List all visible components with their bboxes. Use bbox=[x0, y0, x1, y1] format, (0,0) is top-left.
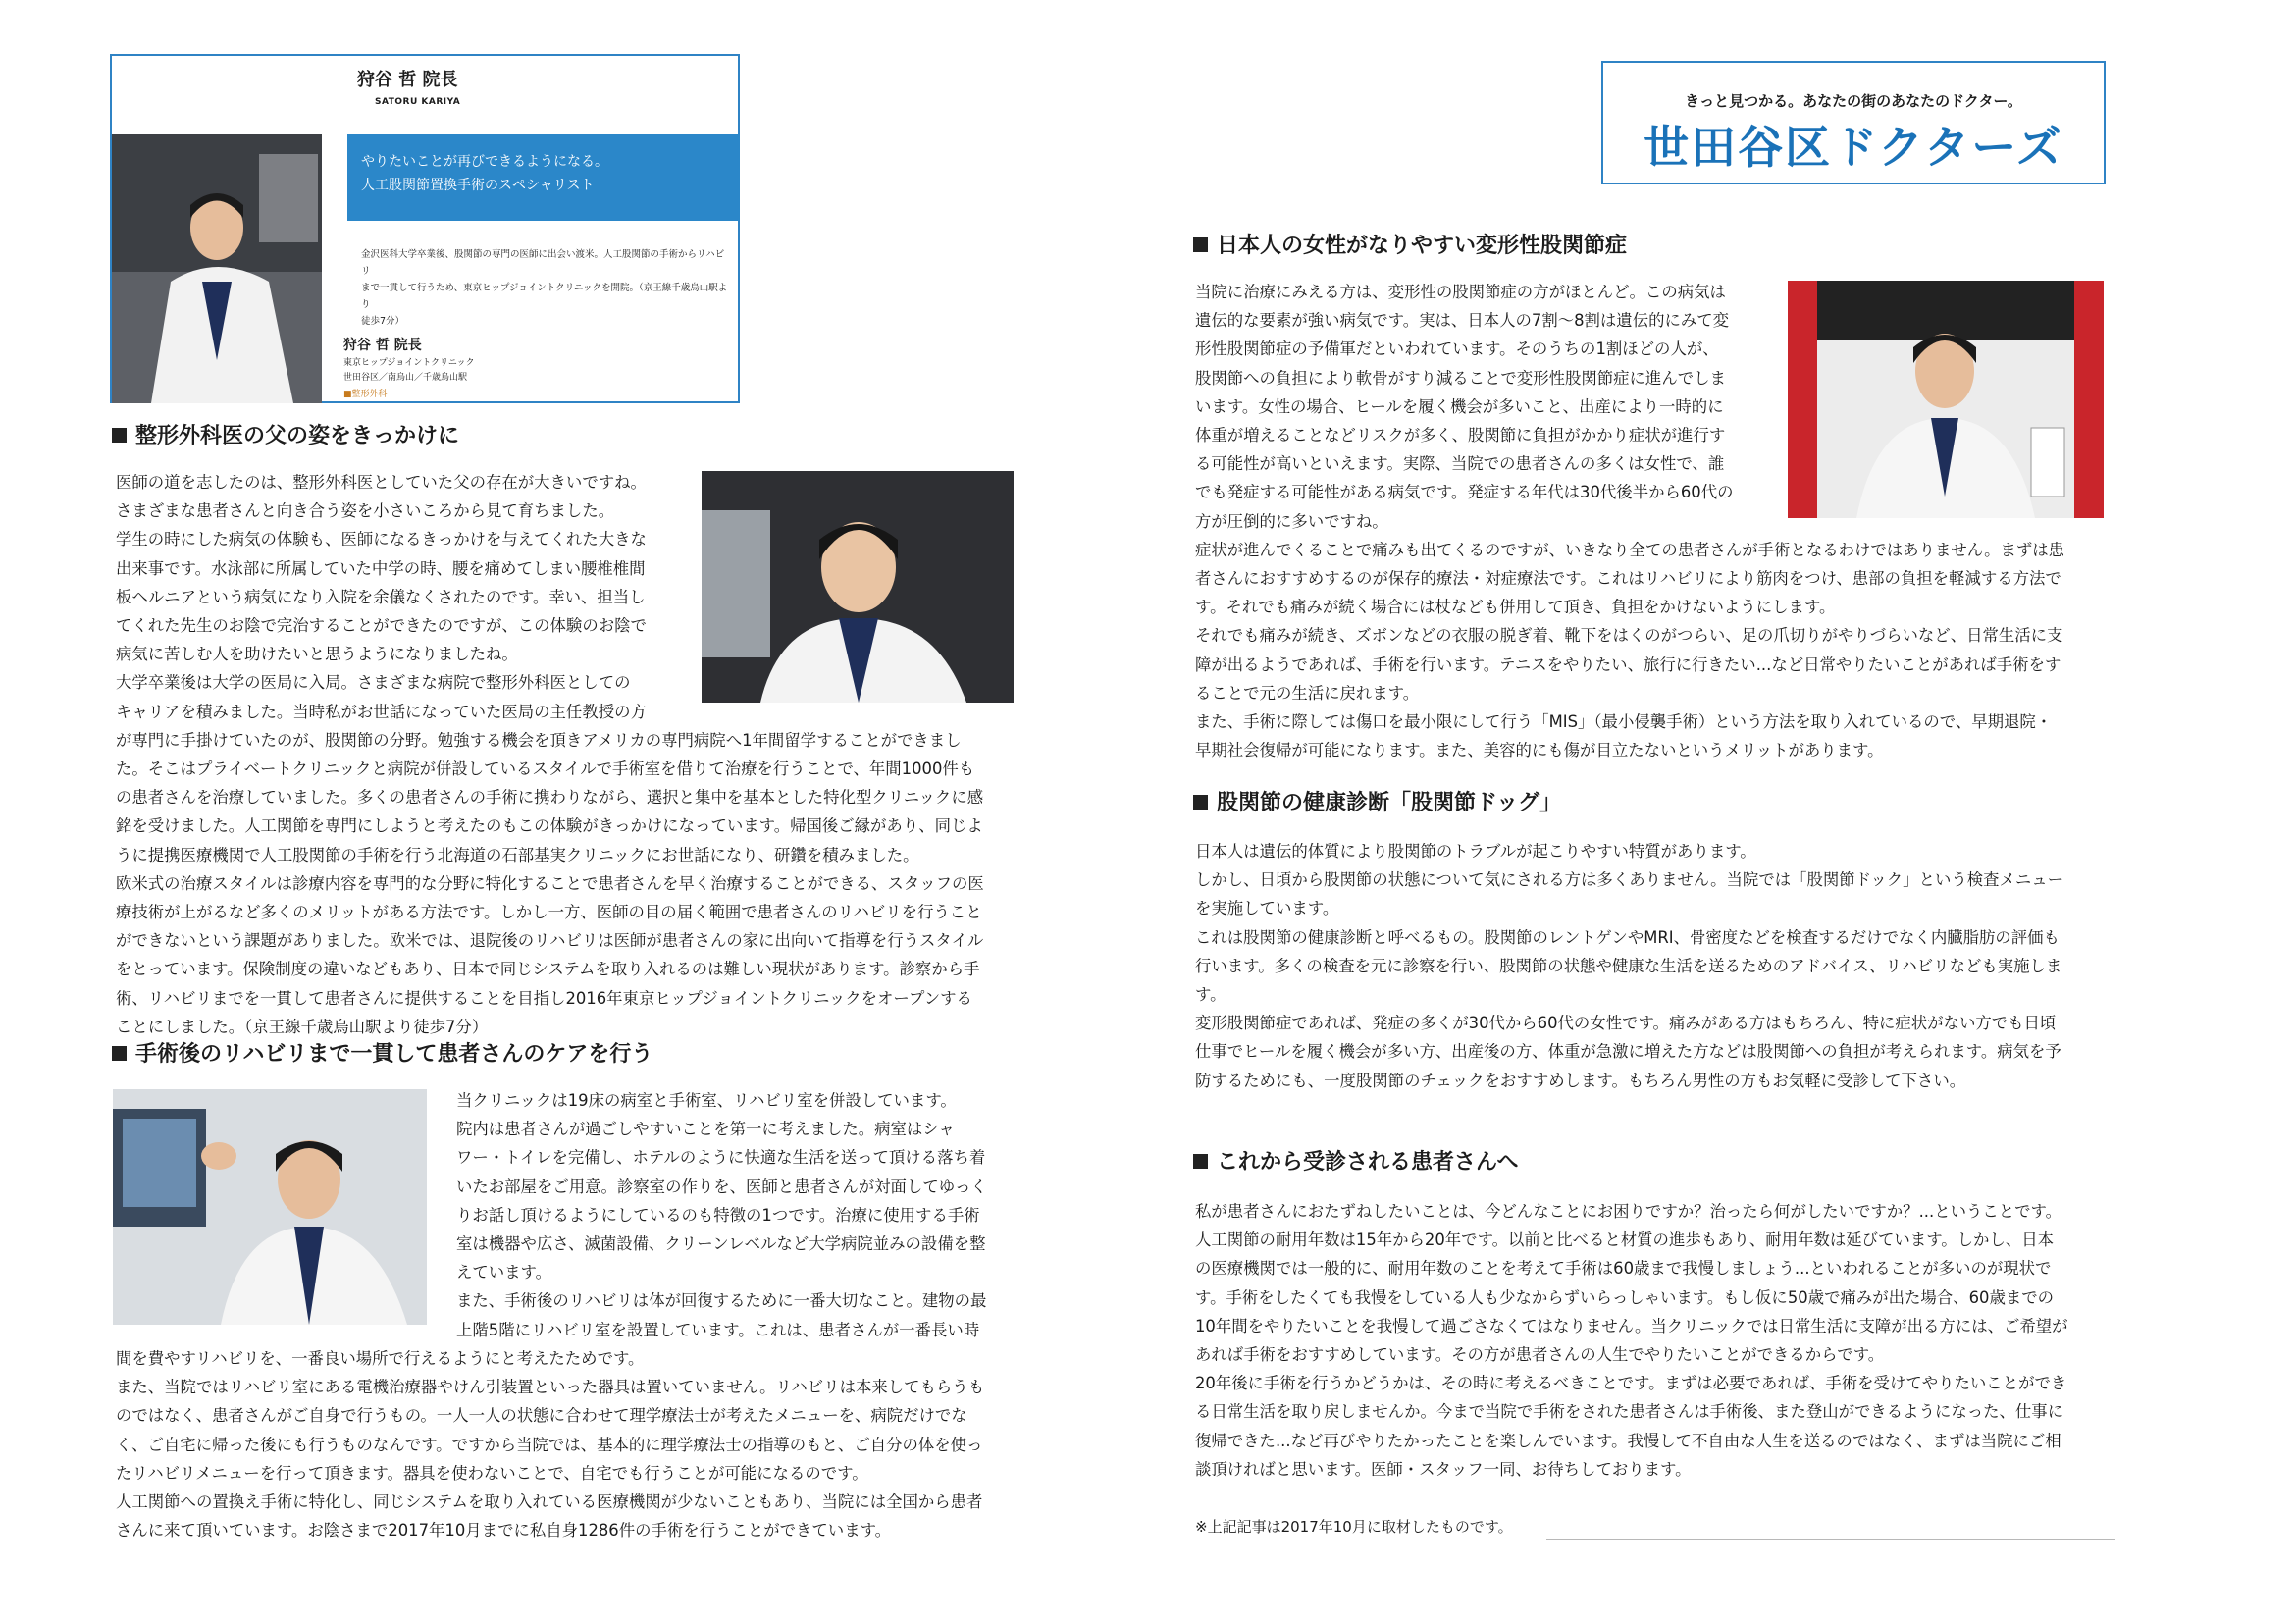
paragraph-line: の医療機関では一般的に、耐用年数のことを考えて手術は60歳まで我慢しましょう...といわれることが多いのが現状で bbox=[1195, 1259, 2052, 1279]
paragraph-line: 板ヘルニアという病気になり入院を余儀なくされたのです。幸い、担当し bbox=[116, 587, 646, 606]
heading-square-icon bbox=[1193, 1154, 1208, 1169]
paragraph-line: す。 bbox=[1195, 985, 1226, 1005]
paragraph-line: います。女性の場合、ヒールを履く機会が多いこと、出産により一時的に bbox=[1195, 396, 1724, 416]
card-tagline-line: やりたいことが再びできるようになる。 bbox=[361, 154, 608, 170]
paragraph-line: しかし、日頃から股関節の状態について気にされる方は多くありません。当院では「股関節ドック」という検査メニュー bbox=[1195, 870, 2064, 890]
paragraph-line: 日本人は遺伝的体質により股関節のトラブルが起こりやすい特質があります。 bbox=[1195, 842, 1756, 861]
paragraph-line: る可能性が高いといえます。実際、当院での患者さんの多くは女性で、誰 bbox=[1195, 454, 1725, 474]
paragraph-line: また、当院ではリハビリ室にある電機治療器やけん引装置といった器具は置いていません。リハビリは本来してもらうも bbox=[116, 1378, 985, 1397]
card-doctor-name: 狩谷 哲 院長 bbox=[357, 70, 458, 90]
section-1-body bbox=[116, 468, 984, 1041]
doctor-portrait-photo bbox=[112, 134, 322, 403]
paragraph-line: 復帰できた...など再びやりたかったことを楽しんでいます。我慢して不自由な人生を送るのではなく、まずは当院にご相 bbox=[1195, 1431, 2061, 1450]
section-heading-text: 日本人の女性がなりやすい変形性股関節症 bbox=[1217, 234, 1628, 258]
paragraph-line: 当院に治療にみえる方は、変形性の股関節症の方がほとんど。この病気は bbox=[1195, 283, 1726, 301]
paragraph-line: ことにしました。（京王線千歳烏山駅より徒歩7分） bbox=[116, 1017, 489, 1036]
paragraph-line: 上階5階にリハビリ室を設置しています。これは、患者さんが一番長い時 bbox=[456, 1320, 980, 1339]
paragraph-line: キャリアを積みました。当時私がお世話になっていた医局の主任教授の方 bbox=[116, 702, 647, 721]
paragraph-line: が専門に手掛けていたのが、股関節の分野。勉強する機会を頂きアメリカの専門病院へ1年間留学することができまし bbox=[116, 730, 962, 750]
card-tagline-banner bbox=[347, 134, 740, 221]
logo-title: 世田谷区ドクターズ bbox=[1644, 121, 2063, 174]
footnote: ※上記記事は2017年10月に取材したものです。 bbox=[1195, 1518, 1513, 1536]
paragraph-line: 変形股関節症であれば、発症の多くが30代から60代の女性です。痛みがある方はもちろん、特に症状がない方でも日頃 bbox=[1195, 1014, 2057, 1033]
card-clinic-info bbox=[343, 356, 474, 386]
section-heading bbox=[1193, 1148, 1519, 1178]
paragraph-line: 私が患者さんにおたずねしたいことは、今どんなことにお困りですか？治ったら何がしたいですか？...ということです。 bbox=[1195, 1202, 2062, 1221]
paragraph-line: す。それでも痛みが続く場合には杖なども併用して頂き、負担をかけないようにします。 bbox=[1195, 598, 1836, 617]
paragraph-line: 股関節への負担により軟骨がすり減ることで変形性股関節症に進んでしま bbox=[1195, 368, 1726, 388]
paragraph-line: をとっています。保険制度の違いなどもあり、日本で同じシステムを取り入れるのは難しい現状があります。診察から手 bbox=[116, 960, 980, 979]
paragraph-line: く、ご自宅に帰った後にも行うものなんです。ですから当院では、基本的に理学療法士の指導のもと、ご自分の体を使っ bbox=[116, 1435, 983, 1454]
section-heading-text: 整形外科医の父の姿をきっかけに bbox=[135, 424, 460, 448]
paragraph-line: る日常生活を取り戻しませんか。今まで当院で手術をされた患者さんは手術後、また登山ができるようになった、仕事に bbox=[1195, 1402, 2064, 1422]
paragraph-line: さまざまな患者さんと向き合う姿を小さいころから見て育ちました。 bbox=[116, 501, 615, 521]
paragraph-line: 人工関節への置換え手術に特化し、同じシステムを取り入れている医療機関が少ないこともあり、当院には全国から患者 bbox=[116, 1492, 983, 1512]
paragraph-line: たリハビリメニューを行って頂きます。器具を使わないことで、自宅でも行うことが可能になるのです。 bbox=[116, 1463, 868, 1483]
paragraph-line: 遺伝的な要素が強い病気です。実は、日本人の7割～8割は遺伝的にみて変 bbox=[1195, 311, 1730, 331]
section-heading bbox=[112, 422, 459, 451]
paragraph-line: 出来事です。水泳部に所属していた中学の時、腰を痛めてしまい腰椎椎間 bbox=[116, 558, 646, 578]
section-heading bbox=[112, 1040, 652, 1070]
section-3-body bbox=[1195, 278, 2064, 764]
paragraph-line: てくれた先生のお陰で完治することができたのですが、この体験のお陰で bbox=[116, 616, 647, 636]
paragraph-line: 間を費やすリハビリを、一番良い場所で行えるようにと考えたためです。 bbox=[116, 1349, 645, 1368]
paragraph-line: 症状が進んでくることで痛みも出てくるのですが、いきなり全ての患者さんが手術となるわけではありません。まずは患 bbox=[1195, 540, 2065, 559]
paragraph-line: 20年後に手術を行うかどうかは、その時に考えるべきことです。まずは必要であれば、手術を受けてやりたいことができ bbox=[1195, 1374, 2067, 1393]
paragraph-line: 障が出るようであれば、手術を行います。テニスをやりたい、旅行に行きたい...など日常やりたいことがあれば手術をす bbox=[1195, 654, 2061, 674]
paragraph-line: ができないという課題がありました。欧米では、退院後のリハビリは医師が患者さんの家に出向いて指導を行うスタイル bbox=[116, 931, 984, 951]
paragraph-line: また、手術に際しては傷口を最小限にして行う「MIS」（最小侵襲手術）という方法を取り入れているので、早期退院・ bbox=[1195, 712, 2053, 732]
paragraph-line: ることで元の生活に戻れます。 bbox=[1195, 683, 1420, 703]
paragraph-line: ワー・トイレを完備し、ホテルのように快適な生活を送って頂ける落ち着 bbox=[456, 1148, 986, 1168]
paragraph-line: また、手術後のリハビリは体が回復するために一番大切なこと。建物の最 bbox=[456, 1291, 987, 1311]
paragraph-line: 学生の時にした病気の体験も、医師になるきっかけを与えてくれた大きな bbox=[116, 530, 647, 550]
heading-square-icon bbox=[1193, 237, 1208, 252]
paragraph-line: それでも痛みが続き、ズボンなどの衣服の脱ぎ着、靴下をはくのがつらい、足の爪切りがやりづらいなど、日常生活に支 bbox=[1195, 626, 2063, 646]
paragraph-line: 大学卒業後は大学の医局に入局。さまざまな病院で整形外科医としての bbox=[116, 673, 631, 693]
footnote-divider bbox=[1546, 1539, 2115, 1540]
paragraph-line: 形性股関節症の予備軍だといわれています。そのうちの1割ほどの人が、 bbox=[1195, 340, 1719, 359]
card-doctor-romaji: SATORU KARIYA bbox=[375, 97, 461, 107]
paragraph-line: 医師の道を志したのは、整形外科医としていた父の存在が大きいですね。 bbox=[116, 473, 647, 492]
paragraph-line: えています。 bbox=[456, 1263, 552, 1283]
heading-square-icon bbox=[1193, 795, 1208, 810]
heading-square-icon bbox=[112, 428, 127, 443]
section-heading bbox=[1193, 232, 1627, 261]
section-5-body bbox=[1195, 1197, 2068, 1484]
paragraph-line: 室は機器や広さ、滅菌設備、クリーンレベルなど大学病院並みの設備を整 bbox=[456, 1234, 986, 1254]
paragraph-line: た。そこはプライベートクリニックと病院が併設しているスタイルで手術室を借りて治療を行うことで、年間1000件も bbox=[116, 759, 975, 779]
paragraph-line: 銘を受けました。人工関節を専門にしようと考えたのもこの体験がきっかけになっています。帰国後ご縁があり、同じよ bbox=[116, 816, 983, 836]
paragraph-line: 当クリニックは19床の病室と手術室、リハビリ室を併設しています。 bbox=[456, 1091, 957, 1110]
paragraph-line: 病気に苦しむ人を助けたいと思うようになりましたね。 bbox=[116, 645, 518, 664]
site-logo bbox=[1601, 61, 2106, 184]
heading-square-icon bbox=[112, 1046, 127, 1061]
section-2-body bbox=[116, 1344, 984, 1544]
paragraph-line: でも発症する可能性がある病気です。発症する年代は30代後半から60代の bbox=[1195, 483, 1734, 502]
card-department: ■整形外科 bbox=[343, 390, 388, 399]
paragraph-line: 防するためにも、一度股関節のチェックをおすすめします。もちろん男性の方もお気軽に受診して下さい。 bbox=[1195, 1071, 1966, 1090]
card-clinic-location: 世田谷区／南烏山／千歳烏山駅 bbox=[343, 373, 468, 383]
interview-photo-2 bbox=[113, 1089, 427, 1325]
paragraph-line: の患者さんを治療していました。多くの患者さんの手術に携わりながら、選択と集中を基本とした特化型クリニックに感 bbox=[116, 788, 984, 808]
card-bio-line: まで一貫して行うため、東京ヒップジョイントクリニックを開院。（京王線千歳烏山駅より bbox=[361, 283, 728, 310]
paragraph-line: 体重が増えることなどリスクが多く、股関節に負担がかかり症状が進行す bbox=[1195, 426, 1726, 445]
paragraph-line: 療技術が上がるなど多くのメリットがある方法です。しかし一方、医師の目の届く範囲で患者さんのリハビリを行うこと bbox=[116, 903, 982, 922]
paragraph-line: 方が圧倒的に多いですね。 bbox=[1195, 511, 1388, 531]
section-2-body-right bbox=[456, 1086, 987, 1344]
card-bio-line: 金沢医科大学卒業後、股関節の専門の医師に出会い渡米。人工股関節の手術からリハビリ bbox=[361, 249, 725, 277]
card-tagline-line: 人工股関節置換手術のスペシャリスト bbox=[361, 178, 595, 193]
card-doctor-name-small: 狩谷 哲 院長 bbox=[343, 338, 422, 353]
section-heading-text: これから受診される患者さんへ bbox=[1217, 1150, 1519, 1175]
doctor-profile-card bbox=[110, 54, 740, 403]
paragraph-line: 人工関節の耐用年数は15年から20年です。以前と比べると材質の進歩もあり、耐用年数は延びています。しかし、日本 bbox=[1195, 1230, 2055, 1250]
paragraph-line: さんに来て頂いています。お陰さまで2017年10月までに私自身1286件の手術を行うことができています。 bbox=[116, 1521, 892, 1541]
card-bio bbox=[361, 246, 729, 330]
section-heading bbox=[1193, 789, 1561, 818]
card-bio-line: 徒歩7分） bbox=[361, 316, 405, 327]
paragraph-line: 術、リハビリまでを一貫して患者さんに提供することを目指し2016年東京ヒップジョイントクリニックをオープンする bbox=[116, 988, 972, 1008]
paragraph-line: す。手術をしたくても我慢をしている人も少なからずいらっしゃいます。もし仮に50歳で痛みが出た場合、60歳までの bbox=[1195, 1287, 2055, 1307]
paragraph-line: 談頂ければと思います。医師・スタッフ一同、お待ちしております。 bbox=[1195, 1459, 1692, 1479]
paragraph-line: 者さんにおすすめするのが保存的療法・対症療法です。これはリハビリにより筋肉をつけ、患部の負担を軽減する方法で bbox=[1195, 569, 2061, 589]
section-heading-text: 股関節の健康診断「股関節ドッグ」 bbox=[1217, 791, 1562, 815]
paragraph-line: のではなく、患者さんがご自身で行うもの。一人一人の状態に合わせて理学療法士が考えたメニューを、病院だけでな bbox=[116, 1406, 967, 1426]
paragraph-line: あれば手術をおすすめしています。その方が患者さんの人生でやりたいことができるからです。 bbox=[1195, 1345, 1885, 1365]
paragraph-line: 行います。多くの検査を元に診察を行い、股関節の状態や健康な生活を送るためのアドバイス、リハビリなども実施しま bbox=[1195, 956, 2062, 975]
section-4-body bbox=[1195, 837, 2063, 1095]
logo-tagline: きっと見つかる。あなたの街のあなたのドクター。 bbox=[1685, 92, 2022, 110]
paragraph-line: 欧米式の治療スタイルは診療内容を専門的な分野に特化することで患者さんを早く治療することができる、スタッフの医 bbox=[116, 873, 984, 893]
card-clinic-name: 東京ヒップジョイントクリニック bbox=[343, 358, 475, 368]
paragraph-line: 10年間をやりたいことを我慢して過ごさなくてはなりません。当クリニックでは日常生活に支障が出る方には、ご希望が bbox=[1195, 1316, 2068, 1335]
section-heading-text: 手術後のリハビリまで一貫して患者さんのケアを行う bbox=[135, 1042, 653, 1067]
paragraph-line: 仕事でヒールを履く機会が多い方、出産後の方、体重が急激に増えた方などは股関節への負担が考えられます。病気を予 bbox=[1195, 1042, 2061, 1062]
paragraph-line: りお話し頂けるようにしているのも特徴の1つです。治療に使用する手術 bbox=[456, 1205, 980, 1225]
paragraph-line: を実施しています。 bbox=[1195, 899, 1339, 918]
paragraph-line: これは股関節の健康診断と呼べるもの。股関節のレントゲンやMRI、骨密度などを検査するだけでなく内臓脂肪の評価も bbox=[1195, 927, 2060, 947]
paragraph-line: いたお部屋をご用意。診察室の作りを、医師と患者さんが対面してゆっく bbox=[456, 1177, 987, 1196]
paragraph-line: 早期社会復帰が可能になります。また、美容的にも傷が目立たないというメリットがあります。 bbox=[1195, 741, 1884, 760]
paragraph-line: うに提携医療機関で人工股関節の手術を行う北海道の石部基実クリニックにお世話になり、研鑽を積みました。 bbox=[116, 845, 919, 864]
paragraph-line: 院内は患者さんが過ごしやすいことを第一に考えました。病室はシャ bbox=[456, 1120, 955, 1139]
